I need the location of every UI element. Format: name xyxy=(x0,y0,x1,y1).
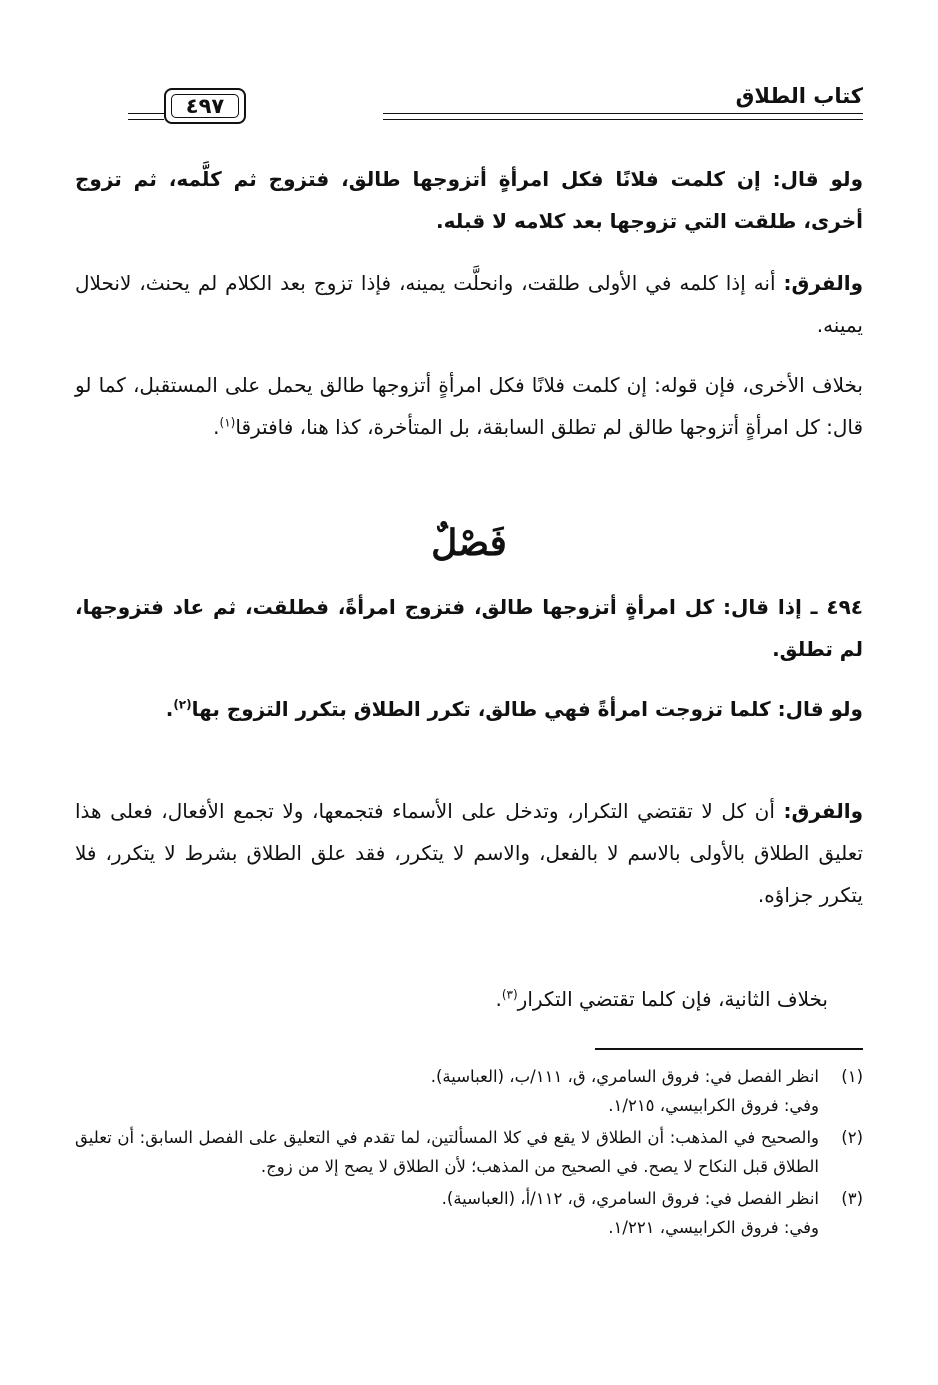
footnote-line: والصحيح في المذهب: أن الطلاق لا يقع في كلا المسألتين، لما تقدم في التعليق على الفصل السابق: أن تعليق الطلاق قبل النكاح لا يصح. في الصحيح من المذهب؛ لأن الطلاق لا يصح إلا من زوج. xyxy=(75,1128,819,1176)
header-double-rule xyxy=(383,113,863,120)
paragraph-7 xyxy=(75,978,828,1020)
footnote-body xyxy=(75,1062,819,1120)
footnote-separator xyxy=(595,1048,863,1050)
footnote-1 xyxy=(75,1062,863,1120)
footnote-ref-2: (٢) xyxy=(173,697,192,712)
footnote-number: (٣) xyxy=(841,1189,863,1208)
footnotes xyxy=(75,1062,863,1245)
footnote-line: انظر الفصل في: فروق السامري، ق، ١١١/ب، (العباسية). xyxy=(430,1067,819,1086)
paragraph-5 xyxy=(75,688,863,730)
section-title: فَصْلٌ xyxy=(431,522,507,564)
paragraph-3-text: بخلاف الأخرى، فإن قوله: إن كلمت فلانًا فكل امرأةٍ أتزوجها طالق يحمل على المستقبل، كما لو قال: كل امرأةٍ أتزوجها طالق لم تطلق السابقة، بل المتأخرة، كذا هنا، فافترقا xyxy=(75,373,863,439)
paragraph-2-text: أنه إذا كلمه في الأولى طلقت، وانحلَّت يمينه، فإذا تزوج بعد الكلام لم يحنث، لانحلال يمينه. xyxy=(75,271,863,337)
paragraph-3 xyxy=(75,364,863,448)
footnote-line: انظر الفصل في: فروق السامري، ق، ١١٢/أ، (العباسية). xyxy=(441,1189,819,1208)
footnote-line: وفي: فروق الكرابيسي، ١/٢٢١. xyxy=(608,1218,819,1237)
paragraph-1 xyxy=(75,158,863,242)
paragraph-5-end: . xyxy=(165,697,174,721)
footnote-line: وفي: فروق الكرابيسي، ١/٢١٥. xyxy=(608,1096,819,1115)
paragraph-7-end: . xyxy=(495,987,502,1011)
footnote-2 xyxy=(75,1123,863,1181)
difference-label-2: والفرق: xyxy=(783,799,863,823)
page-number: ٤٩٧ xyxy=(185,94,225,118)
paragraph-4-text: ٤٩٤ ـ إذا قال: كل امرأةٍ أتزوجها طالق، فتزوج امرأةً، فطلقت، ثم عاد فتزوجها، لم تطلق. xyxy=(75,595,863,661)
footnote-body xyxy=(75,1123,819,1181)
paragraph-4 xyxy=(75,586,863,670)
footnote-number: (٢) xyxy=(841,1128,863,1147)
paragraph-5-text: ولو قال: كلما تزوجت امرأةً فهي طالق، تكرر الطلاق بتكرر التزوج بها xyxy=(191,697,863,721)
footnote-ref-3: (٣) xyxy=(501,987,518,1002)
paragraph-6 xyxy=(75,790,863,916)
running-title: كتاب الطلاق xyxy=(735,84,863,108)
paragraph-2 xyxy=(75,262,863,346)
header-double-rule-left xyxy=(128,113,164,120)
footnote-ref-1: (١) xyxy=(219,415,236,430)
footnote-body xyxy=(75,1184,819,1242)
footnote-number: (١) xyxy=(841,1067,863,1086)
page-header xyxy=(128,80,863,128)
paragraph-1-text: ولو قال: إن كلمت فلانًا فكل امرأةٍ أتزوجها طالق، فتزوج ثم كلَّمه، ثم تزوج أخرى، طلقت التي تزوجها بعد كلامه لا قبله. xyxy=(75,167,863,233)
footnote-3 xyxy=(75,1184,863,1242)
page-number-frame xyxy=(164,88,246,124)
paragraph-7-text: بخلاف الثانية، فإن كلما تقتضي التكرار xyxy=(517,987,828,1011)
paragraph-3-end: . xyxy=(213,415,220,439)
paragraph-6-text: أن كل لا تقتضي التكرار، وتدخل على الأسماء فتجمعها، ولا تجمع الأفعال، فعلى هذا تعليق الطلاق بالأولى بالاسم لا بالفعل، والاسم لا يتكرر، فقد علق الطلاق بشرط لا يتكرر، فلا يتكرر جزاؤه. xyxy=(75,799,863,907)
difference-label: والفرق: xyxy=(783,271,863,295)
